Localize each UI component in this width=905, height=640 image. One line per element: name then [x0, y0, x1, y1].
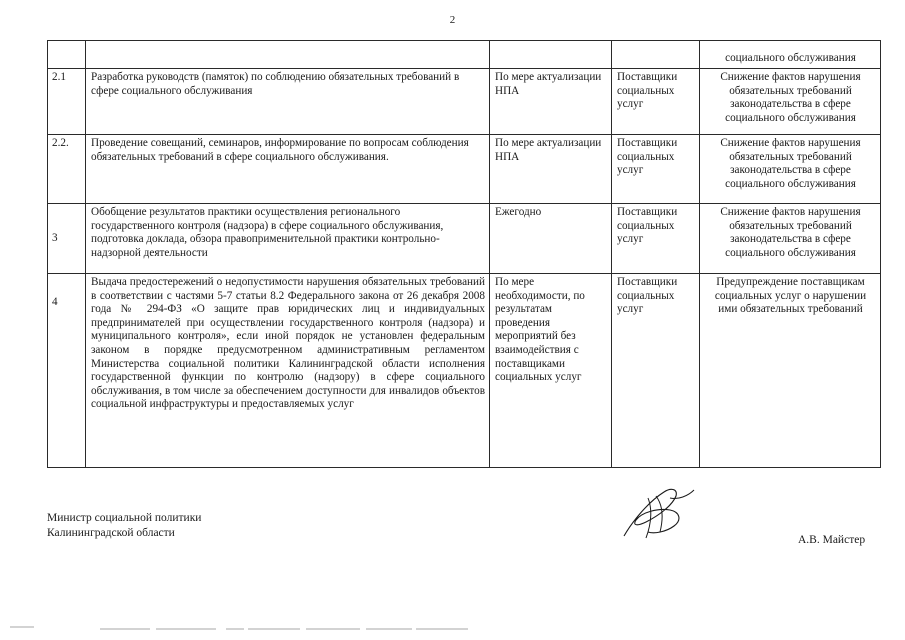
row-number: 2.1 [48, 69, 86, 135]
signatory-position [47, 511, 201, 541]
executor-cell [612, 41, 700, 69]
measure-cell: Обобщение результатов практики осуществления регионального государственного контроля (надзора) в сфере социального обслуживания, подготовка доклада, обзора правоприменительной практики контрольно-надзорной деятельности [86, 204, 490, 274]
handwritten-signature [618, 482, 698, 544]
scan-artifact-lines [0, 624, 905, 634]
result-cell: Снижение фактов нарушения обязательных требований законодательства в сфере социального обслуживания [700, 204, 881, 274]
table-row [48, 41, 881, 69]
result-cell: Снижение фактов нарушения обязательных требований законодательства в сфере социального обслуживания [700, 69, 881, 135]
deadline-cell: По мере актуализации НПА [490, 69, 612, 135]
table-row [48, 204, 881, 274]
row-number: 4 [48, 274, 86, 468]
executor-cell: Поставщики социальных услуг [612, 204, 700, 274]
page-number: 2 [449, 14, 456, 26]
deadline-cell: По мере актуализации НПА [490, 135, 612, 204]
measure-cell [86, 41, 490, 69]
measure-cell: Разработка руководств (памяток) по соблюдению обязательных требований в сфере социального обслуживания [86, 69, 490, 135]
result-cell: Предупреждение поставщикам социальных услуг о нарушении ими обязательных требований [700, 274, 881, 468]
table-row [48, 274, 881, 468]
position-line-2: Калининградской области [47, 527, 175, 539]
deadline-cell: Ежегодно [490, 204, 612, 274]
measures-table [47, 40, 881, 468]
executor-cell: Поставщики социальных услуг [612, 274, 700, 468]
result-cell: Снижение фактов нарушения обязательных требований законодательства в сфере социального обслуживания [700, 135, 881, 204]
executor-cell: Поставщики социальных услуг [612, 135, 700, 204]
row-number [48, 41, 86, 69]
executor-cell: Поставщики социальных услуг [612, 69, 700, 135]
measure-cell: Проведение совещаний, семинаров, информирование по вопросам соблюдения обязательных требований в сфере социального обслуживания. [86, 135, 490, 204]
row-number: 3 [48, 204, 86, 274]
measure-cell: Выдача предостережений о недопустимости нарушения обязательных требований в соответствии с частями 5-7 статьи 8.2 Федерального закона от 26 декабря 2008 года № 294-ФЗ «О защите прав юридических лиц и индивидуальных предпринимателей при осуществлении государственного контроля (надзора) и муниципального контроля», если иной порядок не установлен федеральным законом в порядке предусмотренном административным регламентом Министерства социальной политики Калининградской области исполнения государственной функции по контролю (надзору) в сфере социального обслуживания, в том числе за обеспечением доступности для инвалидов объектов социальной инфраструктуры и предоставляемых услуг [86, 274, 490, 468]
row-number: 2.2. [48, 135, 86, 204]
deadline-cell: По мере необходимости, по результатам проведения мероприятий без взаимодействия с поставщиками социальных услуг [490, 274, 612, 468]
position-line-1: Министр социальной политики [47, 512, 202, 524]
result-cell: социального обслуживания [700, 41, 881, 69]
signatory-name: А.В. Майстер [798, 534, 866, 546]
deadline-cell [490, 41, 612, 69]
table-row [48, 69, 881, 135]
table-row [48, 135, 881, 204]
